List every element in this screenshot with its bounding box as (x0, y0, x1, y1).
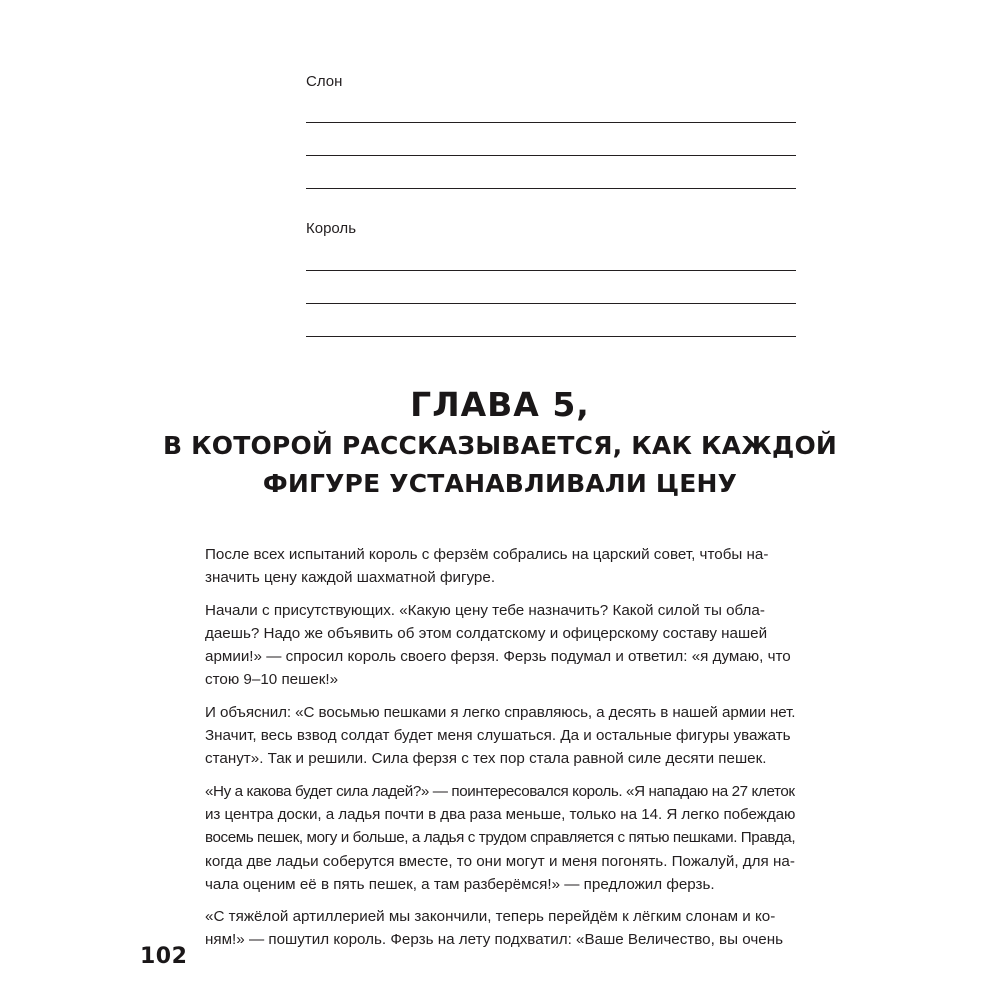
answer-line (306, 155, 796, 156)
text-line: когда две ладьи соберутся вместе, то они могут и меня погонять. Пожалуй, для на- (205, 852, 795, 870)
text-line: И объяснил: «С восьмью пешками я легко справляюсь, а десять в нашей армии нет. (205, 703, 796, 721)
text-line: даешь? Надо же объявить об этом солдатскому и офицерскому составу нашей (205, 624, 768, 642)
text-line: армии!» — спросил король своего ферзя. Ферзь подумал и ответил: «я думаю, что (205, 648, 791, 666)
text-line: из центра доски, а ладья почти в два раза меньше, только на 14. Я легко побеждаю (205, 805, 796, 823)
text-line: Начали с присутствующих. «Какую цену тебе назначить? Какой силой ты обла- (205, 601, 765, 619)
text-line: стою 9–10 пешек!» (205, 671, 339, 689)
king-label: Король (306, 220, 357, 237)
text-line: восемь пешек, могу и больше, а ладья с трудом справляется с пятью пешками. Правда, (205, 829, 796, 847)
text-line: После всех испытаний король с ферзём собрались на царский совет, чтобы на- (205, 546, 769, 563)
paragraph-1 (205, 543, 795, 590)
text-line: чала оценим её в пять пешек, а там разберёмся!» — предложил ферзь. (205, 875, 715, 893)
chapter-title-line-2: ФИГУРЕ УСТАНАВЛИВАЛИ ЦЕНУ (262, 469, 738, 498)
text-line: «Ну а какова будет сила ладей?» — поинтересовался король. «Я нападаю на 27 клеток (205, 782, 795, 800)
worksheet (306, 72, 796, 237)
answer-line (306, 336, 796, 337)
chapter-number: ГЛАВА 5, (410, 385, 590, 424)
chapter-title-line-1: В КОТОРОЙ РАССКАЗЫВАЕТСЯ, КАК КАЖДОЙ (162, 431, 838, 460)
answer-line (306, 188, 796, 189)
paragraph-3 (205, 701, 795, 771)
text-line: ням!» — пошутил король. Ферзь на лету подхватил: «Ваше Величество, вы очень (205, 931, 784, 949)
answer-line (306, 270, 796, 271)
text-line: Значит, весь взвод солдат будет меня слушаться. Да и остальные фигуры уважать (205, 727, 791, 745)
text-line: станут». Так и решили. Сила ферзя с тех пор стала равной силе десяти пешек. (205, 750, 767, 768)
text-line: «С тяжёлой артиллерией мы закончили, теперь перейдём к лёгким слонам и ко- (205, 908, 776, 926)
paragraph-5 (205, 905, 795, 952)
answer-line (306, 303, 796, 304)
paragraph-4 (205, 780, 795, 896)
body-text (205, 543, 795, 961)
bishop-label: Слон (306, 73, 343, 90)
answer-line (306, 122, 796, 123)
page-number: 102 (140, 944, 188, 969)
paragraph-2 (205, 599, 795, 692)
bishop-answer-block (306, 72, 796, 189)
king-answer-block (306, 219, 796, 337)
text-line: значить цену каждой шахматной фигуре. (205, 569, 496, 587)
chapter-heading (100, 383, 900, 503)
